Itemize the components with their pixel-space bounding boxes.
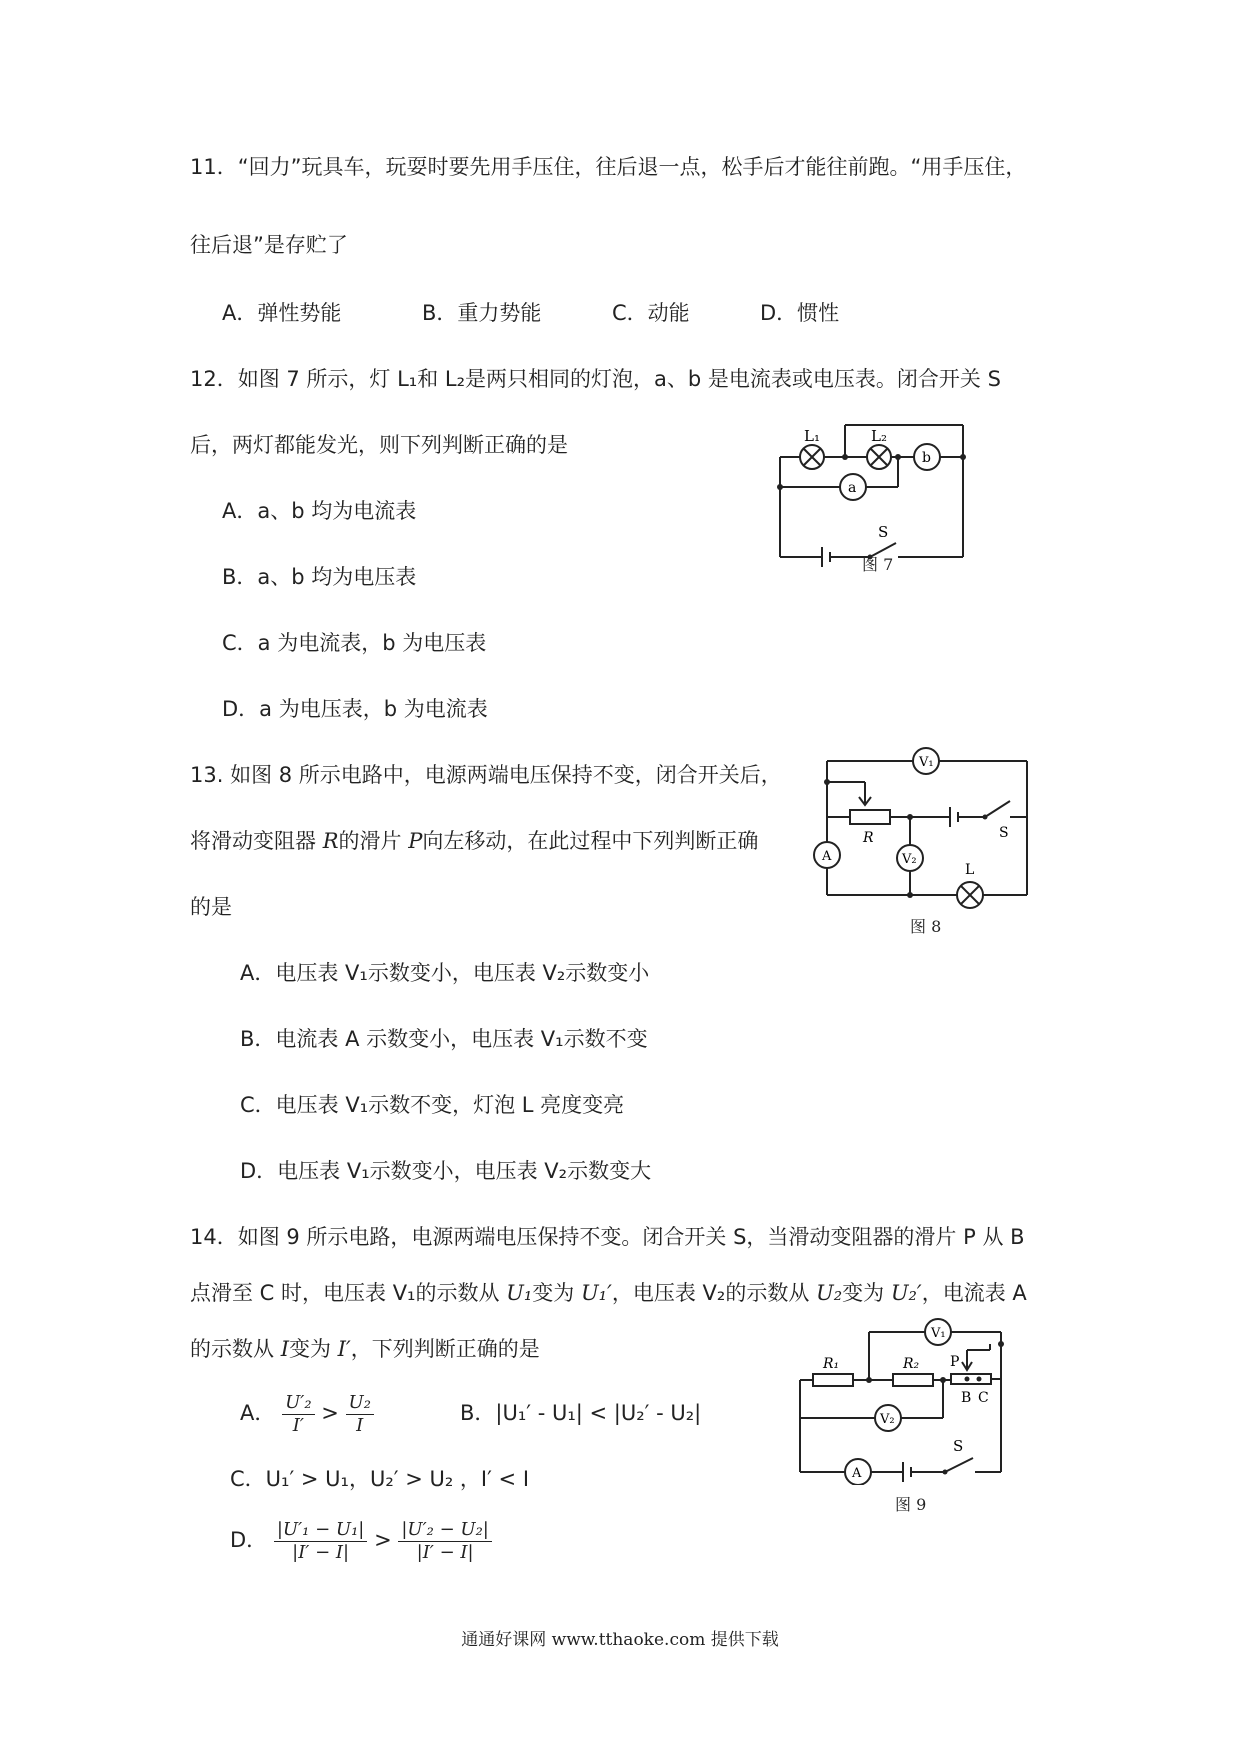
q11-option-c: C．动能 (612, 301, 690, 325)
label-a: A (822, 849, 832, 864)
label-l: L (965, 862, 975, 878)
q14-option-d: D． $\frac{\text{|U′₁ − U₁|}}{|I' - I|}$ > $\frac{\text{|U′₂ − U₂|}}{|I' - I|}$ (230, 1512, 492, 1568)
label-l2: L₂ (871, 427, 887, 445)
label-a: a (848, 480, 857, 496)
label-r2: R₂ (903, 1356, 920, 1372)
q13-option-c: C．电压表 V₁示数不变，灯泡 L 亮度变亮 (240, 1093, 625, 1117)
q12-option-d: D．a 为电压表，b 为电流表 (222, 697, 488, 721)
q14-option-c: C．U₁′ > U₁，U₂′ > U₂ ，I′ < I (230, 1467, 530, 1491)
label-v1: V₁ (919, 755, 934, 770)
label-p: P (950, 1354, 960, 1370)
q13-option-a: A．电压表 V₁示数变小，电压表 V₂示数变小 (240, 961, 650, 985)
label-b: B (961, 1390, 972, 1406)
resistor-r2-icon (893, 1374, 933, 1386)
resistor-r1-icon (813, 1374, 853, 1386)
footer-watermark: 通通好课网 www.tthaoke.com 提供下载 (461, 1630, 779, 1650)
q13-stem-line1: 13. 如图 8 所示电路中，电源两端电压保持不变，闭合开关后， (190, 763, 782, 787)
q13-option-b: B．电流表 A 示数变小，电压表 V₁示数不变 (240, 1027, 648, 1051)
label-r: R (863, 830, 874, 846)
label-v2: V₂ (902, 852, 917, 867)
label-c: C (978, 1390, 989, 1406)
label-v2: V₂ (880, 1412, 895, 1427)
q11-option-d: D．惯性 (760, 301, 840, 325)
rheostat-r-icon (850, 810, 890, 824)
figure-9-circuit (785, 1300, 1025, 1485)
label-s: S (999, 825, 1009, 841)
q11-option-b: B．重力势能 (422, 301, 542, 325)
label-s: S (953, 1437, 964, 1455)
q12-option-b: B．a、b 均为电压表 (222, 565, 417, 589)
q11-option-a: A．弹性势能 (222, 301, 342, 325)
rheostat-bc-icon (951, 1374, 991, 1384)
q14-option-b: B．|U₁′ - U₁| < |U₂′ - U₂| (460, 1401, 702, 1425)
q12-stem-line1: 12．如图 7 所示，灯 L₁和 L₂是两只相同的灯泡，a、b 是电流表或电压表。闭合开关 S (190, 367, 1001, 391)
figure-8-circuit (805, 745, 1045, 935)
label-s: S (878, 523, 889, 541)
q12-option-c: C．a 为电流表，b 为电压表 (222, 631, 487, 655)
q12-option-a: A．a、b 均为电流表 (222, 499, 417, 523)
switch-s-icon (985, 801, 1010, 817)
figure-7-caption: 图 7 (862, 555, 894, 574)
q14-stem-line3: 的示数从 I变为 I′，下列判断正确的是 (190, 1337, 540, 1361)
q12-stem-line2: 后，两灯都能发光，则下列判断正确的是 (190, 433, 568, 457)
figure-8-caption: 图 8 (910, 917, 942, 936)
q13-stem-line2: 将滑动变阻器 R的滑片 P向左移动，在此过程中下列判断正确 (190, 829, 759, 853)
label-l1: L₁ (804, 427, 820, 445)
q11-stem-line2: 往后退”是存贮了 (190, 233, 348, 257)
switch-s-icon (945, 1458, 973, 1472)
q13-option-d: D．电压表 V₁示数变小，电压表 V₂示数变大 (240, 1159, 652, 1183)
label-b: b (922, 450, 931, 466)
label-v1: V₁ (931, 1326, 946, 1341)
q11-stem-line1: 11．“回力”玩具车，玩耍时要先用手压住，往后退一点，松手后才能往前跑。“用手压住， (190, 155, 1027, 179)
q14-option-a: A． $\frac{\text{U′₂}}{I'}$ > $\frac{\text{U₂}}{I}$ (240, 1388, 374, 1438)
label-r1: R₁ (823, 1356, 840, 1372)
label-a: A (852, 1466, 862, 1481)
q13-stem-line3: 的是 (190, 895, 232, 919)
q14-stem-line2: 点滑至 C 时，电压表 V₁的示数从 U₁变为 U₁′，电压表 V₂的示数从 U₂变为 U₂′，电流表 A (190, 1281, 1027, 1305)
figure-9-caption: 图 9 (895, 1495, 927, 1514)
q14-stem-line1: 14．如图 9 所示电路，电源两端电压保持不变。闭合开关 S，当滑动变阻器的滑片 P 从 B (190, 1225, 1025, 1249)
